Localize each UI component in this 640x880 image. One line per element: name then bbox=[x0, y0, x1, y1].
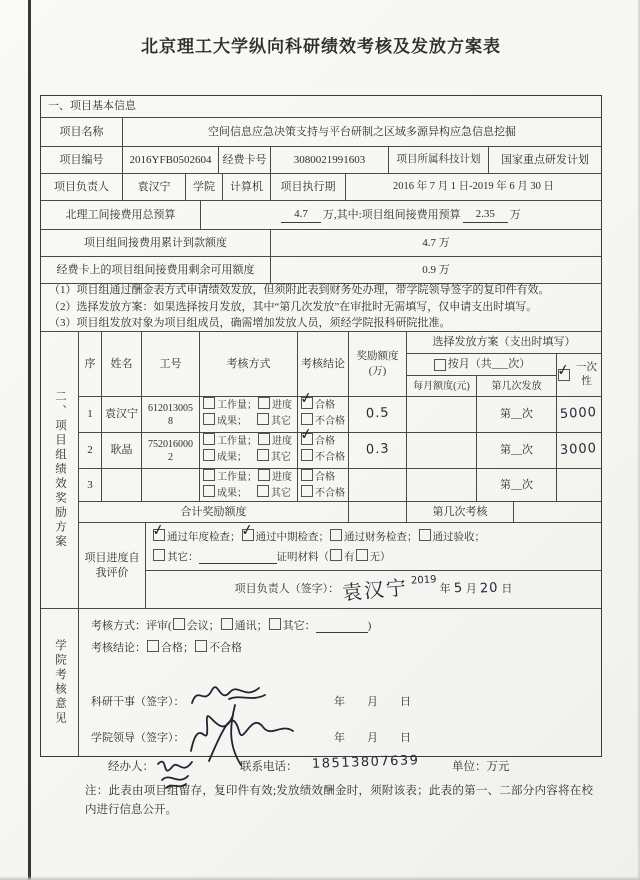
member-nth: 第__次 bbox=[477, 397, 557, 433]
member-monthly-amount bbox=[407, 397, 477, 433]
project-no-value: 2016YFB0502604 bbox=[123, 147, 219, 174]
member-seq: 1 bbox=[79, 397, 102, 433]
col-method: 考核方式 bbox=[200, 332, 298, 397]
staff-ymd: 年 月 日 bbox=[334, 696, 411, 708]
member-name bbox=[102, 469, 142, 502]
checkbox-other bbox=[257, 449, 269, 461]
col-amount-line2: (万) bbox=[368, 365, 387, 377]
project-no-label: 项目编号 bbox=[41, 147, 123, 174]
total-amount-value bbox=[349, 502, 407, 523]
method-line2: 成果； 其它 bbox=[202, 413, 291, 428]
college-review-section bbox=[41, 609, 601, 756]
period-value: 2016 年 7 月 1 日-2019 年 6 月 30 日 bbox=[346, 174, 601, 201]
checkbox-workload bbox=[203, 397, 215, 409]
checkbox-progress bbox=[258, 433, 270, 445]
monthly-header bbox=[407, 354, 557, 376]
bottom-note: 注：此表由项目组留存，复印件有效;发放绩效酬金时，须附该表；此表的第一、二部分内容将在校内进行信息公开。 bbox=[85, 785, 593, 816]
college-method-line: 考核方式：评审( 会议； 通讯； 其它： ) bbox=[91, 620, 372, 632]
leader-signature-line: 项目负责人（签字）： 袁汉宁 2019 年 5 月 20 日 bbox=[146, 571, 601, 609]
phone-label: 联系电话： bbox=[240, 761, 298, 773]
other-blank-line bbox=[199, 552, 277, 564]
checkbox-college-pass bbox=[147, 640, 159, 652]
checkbox-workload bbox=[203, 469, 215, 481]
indirect-mid-text: 万,其中:项目组间接费用预算 bbox=[322, 208, 461, 221]
checkbox-college-other bbox=[269, 618, 281, 630]
unit-label: 单位：万元 bbox=[452, 761, 510, 773]
method-line1: 工作量； 进度 bbox=[202, 469, 292, 484]
member-one-time: 5000 bbox=[557, 397, 601, 433]
result-pass: ✓合格 bbox=[300, 397, 335, 412]
checkbox-pass bbox=[301, 433, 313, 445]
member-name: 耿晶 bbox=[102, 433, 142, 469]
checkbox-mid-review bbox=[242, 529, 254, 541]
plan-header: 选择发放方案（支出时填写） bbox=[407, 332, 601, 354]
notes-row bbox=[41, 284, 601, 332]
handwritten-year: 2019 bbox=[410, 574, 437, 587]
leader-row bbox=[41, 174, 601, 201]
self-eval-body bbox=[146, 523, 601, 609]
dean-ymd: 年 月 日 bbox=[334, 732, 411, 744]
school-label: 学院 bbox=[186, 174, 223, 201]
fund-card-value: 3080021991603 bbox=[271, 147, 389, 174]
total-label: 合计奖励额度 bbox=[79, 502, 349, 523]
leader-label: 项目负责人 bbox=[41, 174, 123, 201]
checkbox-progress bbox=[258, 469, 270, 481]
staff-signature-line bbox=[91, 695, 185, 709]
nth-review-label: 第几次考核 bbox=[407, 502, 514, 523]
col-amount-line1: 奖励额度 bbox=[356, 350, 399, 362]
checkbox-pass bbox=[301, 469, 313, 481]
result-fail: 不合格 bbox=[300, 485, 345, 500]
monthly-amount-header: 每月额度(元) bbox=[407, 376, 477, 397]
member-one-time bbox=[557, 469, 601, 502]
project-no-row bbox=[41, 147, 601, 174]
section1-heading-row bbox=[41, 96, 601, 118]
checkbox-workload bbox=[203, 433, 215, 445]
indirect-budget-label: 北理工间接费用总预算 bbox=[41, 201, 201, 230]
dean-signature-line bbox=[91, 731, 185, 745]
indirect-budget-value bbox=[201, 201, 601, 230]
checkbox-achieve bbox=[203, 449, 215, 461]
leader-value: 袁汉宁 bbox=[123, 174, 186, 201]
award-section bbox=[41, 332, 601, 609]
member-amount: 0.5 bbox=[349, 397, 407, 433]
self-eval-line2: 其它： 证明材料（ 有 无） bbox=[152, 549, 391, 565]
member-monthly-amount bbox=[407, 469, 477, 502]
member-nth: 第__次 bbox=[477, 433, 557, 469]
college-review-body bbox=[79, 609, 601, 756]
member-monthly-amount bbox=[407, 433, 477, 469]
indirect-total-value: 4.7 bbox=[281, 207, 321, 222]
note-2: （2）选择发放方案：如果选择按月发放，其中“第几次发放”在审批时无需填写，仅申请支出时填写。 bbox=[49, 300, 538, 313]
received-value: 4.7 万 bbox=[271, 230, 601, 257]
note-3: （3）项目组发放对象为项目组成员，确需增加发放人员，须经学院报科研院批准。 bbox=[49, 317, 451, 330]
checkbox-pass bbox=[301, 397, 313, 409]
checkbox-achieve bbox=[203, 485, 215, 497]
method-line1: 工作量； 进度 bbox=[202, 397, 292, 412]
col-result: 考核结论 bbox=[298, 332, 349, 397]
college-side-label: 学院考核意见 bbox=[41, 609, 79, 756]
remaining-label: 经费卡上的项目组间接费用剩余可用额度 bbox=[41, 257, 271, 284]
checkbox-college-fail bbox=[195, 640, 207, 652]
checkbox-proof-no bbox=[356, 549, 368, 561]
checkbox-other bbox=[257, 413, 269, 425]
checkbox-fail bbox=[301, 449, 313, 461]
notes-cell bbox=[41, 284, 601, 332]
col-id: 工号 bbox=[142, 332, 200, 397]
award-body bbox=[79, 332, 601, 609]
program-label: 项目所属科技计划 bbox=[389, 147, 489, 174]
method-line2: 成果； 其它 bbox=[202, 449, 291, 464]
member-id: 6120130058 bbox=[142, 397, 200, 433]
checkbox-self-other bbox=[153, 549, 165, 561]
signature-project-leader: 袁汉宁 bbox=[341, 574, 410, 605]
checkbox-annual-review bbox=[153, 529, 165, 541]
college-result-line: 考核结论： 合格； 不合格 bbox=[91, 642, 242, 654]
col-name: 姓名 bbox=[102, 332, 142, 397]
member-id: 7520160002 bbox=[142, 433, 200, 469]
self-eval-checks bbox=[146, 523, 601, 571]
col-amount bbox=[349, 332, 407, 397]
member-seq: 2 bbox=[79, 433, 102, 469]
result-fail: 不合格 bbox=[300, 413, 345, 428]
member-row bbox=[79, 397, 601, 433]
checkbox-other bbox=[257, 485, 269, 497]
nth-review-value bbox=[514, 502, 601, 523]
checkbox-proof-yes bbox=[330, 549, 342, 561]
handwritten-month: 5 bbox=[453, 580, 464, 597]
member-amount: 0.3 bbox=[349, 433, 407, 469]
monthly-header-label: 按月（共___次） bbox=[447, 358, 531, 371]
self-eval-row bbox=[79, 523, 601, 609]
scan-edge-artifact bbox=[28, 0, 31, 880]
received-label: 项目组间接费用累计到款额度 bbox=[41, 230, 271, 257]
form-title: 北京理工大学纵向科研绩效考核及发放方案表 bbox=[141, 37, 501, 56]
award-header bbox=[79, 332, 601, 397]
checkbox-correspondence bbox=[221, 618, 233, 630]
staff-sign-label: 科研干事（签字）： bbox=[91, 696, 185, 708]
program-value: 国家重点研发计划 bbox=[489, 147, 601, 174]
checkbox-fail bbox=[301, 485, 313, 497]
scan-shadow-bottom bbox=[0, 876, 640, 880]
plan-header-group bbox=[407, 332, 601, 397]
project-name-label: 项目名称 bbox=[41, 118, 123, 147]
form-table bbox=[40, 95, 602, 757]
leader-sign-label: 项目负责人（签字）： bbox=[234, 583, 340, 596]
one-time-label: 一次性 bbox=[576, 362, 597, 387]
member-row bbox=[79, 433, 601, 469]
handwritten-day: 20 bbox=[479, 580, 499, 597]
indirect-budget-row bbox=[41, 201, 601, 230]
remaining-value: 0.9 万 bbox=[271, 257, 601, 284]
member-row bbox=[79, 469, 601, 502]
checkbox-finance-review bbox=[330, 529, 342, 541]
indirect-group-value: 2.35 bbox=[463, 207, 508, 222]
result-pass: 合格 bbox=[300, 469, 335, 484]
fund-card-label: 经费卡号 bbox=[219, 147, 271, 174]
member-seq: 3 bbox=[79, 469, 102, 502]
self-eval-label: 项目进度自我评价 bbox=[79, 523, 146, 609]
checkbox-fail bbox=[301, 413, 313, 425]
checkbox-monthly bbox=[434, 359, 446, 371]
member-name: 袁汉宁 bbox=[102, 397, 142, 433]
checkbox-meeting bbox=[173, 618, 185, 630]
college-other-blank bbox=[316, 621, 368, 633]
project-name-row bbox=[41, 118, 601, 147]
self-eval-line1: ✓通过年度检查； ✓ 通过中期检查； 通过财务检查； 通过验收； bbox=[152, 529, 485, 545]
member-nth: 第__次 bbox=[477, 469, 557, 502]
school-value: 计算机 bbox=[223, 174, 271, 201]
remaining-row bbox=[41, 257, 601, 284]
member-one-time: 3000 bbox=[557, 433, 601, 469]
note-1: （1）项目组通过酬金表方式申请绩效发放，但须附此表到财务处办理，带学院领导签字的复印件有效。 bbox=[49, 284, 550, 297]
method-line1: 工作量； 进度 bbox=[202, 433, 292, 448]
indirect-unit-text: 万 bbox=[509, 208, 521, 221]
handwritten-phone: 18513807639 bbox=[311, 753, 420, 772]
project-name-value: 空间信息应急决策支持与平台研制之区域多源异构应急信息挖掘 bbox=[123, 118, 601, 147]
section1-heading: 一、项目基本信息 bbox=[41, 96, 601, 118]
method-line2: 成果； 其它 bbox=[202, 485, 291, 500]
dean-sign-label: 学院领导（签字）： bbox=[91, 732, 185, 744]
received-row bbox=[41, 230, 601, 257]
checkbox-one-time bbox=[558, 369, 570, 381]
checkbox-progress bbox=[258, 397, 270, 409]
col-seq: 序 bbox=[79, 332, 102, 397]
total-row bbox=[79, 502, 601, 523]
period-label: 项目执行期 bbox=[271, 174, 346, 201]
award-side-label: 二、项目组绩效奖励方案 bbox=[41, 332, 79, 609]
result-fail: 不合格 bbox=[300, 449, 345, 464]
one-time-header bbox=[557, 354, 601, 397]
operator-label: 经办人： bbox=[108, 761, 154, 773]
checkbox-acceptance bbox=[419, 529, 431, 541]
result-pass: ✓合格 bbox=[300, 433, 335, 448]
member-id bbox=[142, 469, 200, 502]
checkbox-achieve bbox=[203, 413, 215, 425]
member-amount bbox=[349, 469, 407, 502]
nth-pay-header: 第几次发放 bbox=[477, 376, 557, 397]
